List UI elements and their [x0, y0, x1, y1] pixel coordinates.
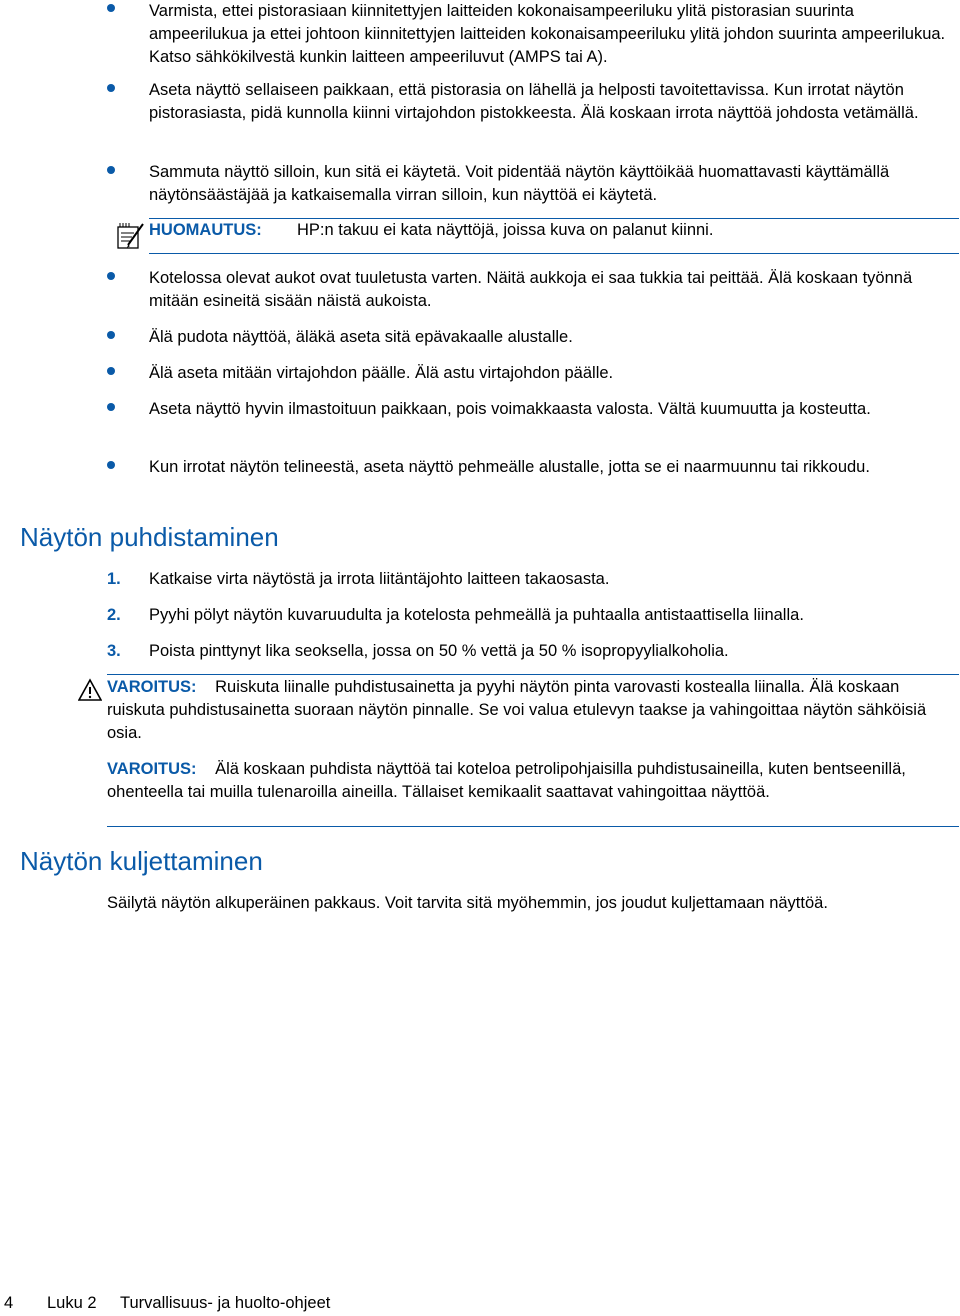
bullet-marker	[107, 272, 115, 280]
transport-text: Säilytä näytön alkuperäinen pakkaus. Voit tarvita sitä myöhemmin, jos joudut kuljettamaan näyttöä.	[107, 894, 828, 912]
warning-body: Ruiskuta liinalle puhdistusainetta ja pyyhi näytön pinta varovasti kostealla liinalla. Älä koskaan ruiskuta puhdistusainetta suoraan näytön pinnalle. Se voi valua etulevyn taakse ja vahingoittaa näytön sähköisiä osia.	[107, 678, 927, 742]
list-item: Aseta näyttö sellaiseen paikkaan, että pistorasia on lähellä ja helposti tavoitettavissa. Kun irrotat näytön pistorasiasta, pidä kunnolla kiinni virtajohdon pistokkeesta. Älä koskaan irrota näyttöä johdosta vetämällä.	[149, 81, 919, 122]
warning-rule-top	[107, 674, 959, 675]
list-item: Varmista, ettei pistorasiaan kiinnitettyjen laitteiden kokonaisampeeriluku ylitä pistorasian suurinta ampeerilukua ja ettei johtoon kiinnitettyjen laitteiden kokonaisampeeriluku ylitä johdon suurinta ampeerilukua. Katso sähkökilvestä kunkin laitteen ampeeriluvut (AMPS tai A).	[149, 2, 946, 66]
note-rule-bottom	[149, 253, 959, 254]
bullet-marker	[107, 461, 115, 469]
warning-rule-bottom	[107, 826, 959, 827]
bullet-marker	[107, 4, 115, 12]
section-heading-cleaning: Näytön puhdistaminen	[20, 522, 279, 552]
list-item: Aseta näyttö hyvin ilmastoituun paikkaan, pois voimakkaasta valosta. Vältä kuumuutta ja kosteutta.	[149, 400, 871, 418]
section-heading-transport: Näytön kuljettaminen	[20, 846, 263, 876]
step-number: 2.	[107, 606, 121, 624]
step-text: Katkaise virta näytöstä ja irrota liitäntäjohto laitteen takaosasta.	[149, 570, 610, 588]
warning-text	[107, 758, 947, 804]
warning-label: VAROITUS:	[107, 760, 197, 778]
footer-chapter-title: Turvallisuus- ja huolto-ohjeet	[120, 1294, 331, 1312]
list-item: Sammuta näyttö silloin, kun sitä ei käytetä. Voit pidentää näytön käyttöikää huomattavasti käyttämällä näytönsäästäjää ja katkaisemalla virran silloin, kun näyttöä ei käytetä.	[149, 163, 890, 204]
list-item: Älä pudota näyttöä, äläkä aseta sitä epävakaalle alustalle.	[149, 328, 573, 346]
bullet-marker	[107, 331, 115, 339]
step-number: 3.	[107, 642, 121, 660]
step-text: Poista pinttynyt lika seoksella, jossa on 50 % vettä ja 50 % isopropyylialkoholia.	[149, 642, 729, 660]
list-item: Kun irrotat näytön telineestä, aseta näyttö pehmeälle alustalle, jotta se ei naarmuunnu tai rikkoudu.	[149, 458, 870, 476]
warning-icon	[78, 678, 102, 702]
bullet-marker	[107, 84, 115, 92]
note-icon	[116, 220, 146, 250]
step-number: 1.	[107, 570, 121, 588]
bullet-marker	[107, 403, 115, 411]
footer-chapter: Luku 2	[47, 1294, 97, 1312]
warning-label: VAROITUS:	[107, 678, 197, 696]
note-label: HUOMAUTUS:	[149, 221, 262, 239]
page-number: 4	[4, 1294, 14, 1312]
note-text: HP:n takuu ei kata näyttöjä, joissa kuva on palanut kiinni.	[297, 221, 714, 239]
warning-text	[107, 676, 947, 745]
list-item: Älä aseta mitään virtajohdon päälle. Älä astu virtajohdon päälle.	[149, 364, 614, 382]
warning-body: Älä koskaan puhdista näyttöä tai koteloa petrolipohjaisilla puhdistusaineilla, kuten bentseenillä, ohenteella tai muilla tulenaroilla aineilla. Tällaiset kemikaalit saattavat vahingoittaa näyttöä.	[107, 760, 906, 801]
bullet-marker	[107, 166, 115, 174]
bullet-marker	[107, 367, 115, 375]
step-text: Pyyhi pölyt näytön kuvaruudulta ja kotelosta pehmeällä ja puhtaalla antistaattisella liinalla.	[149, 606, 804, 624]
list-item: Kotelossa olevat aukot ovat tuuletusta varten. Näitä aukkoja ei saa tukkia tai peittää. Älä koskaan työnnä mitään esineitä sisään näistä aukoista.	[149, 269, 913, 310]
